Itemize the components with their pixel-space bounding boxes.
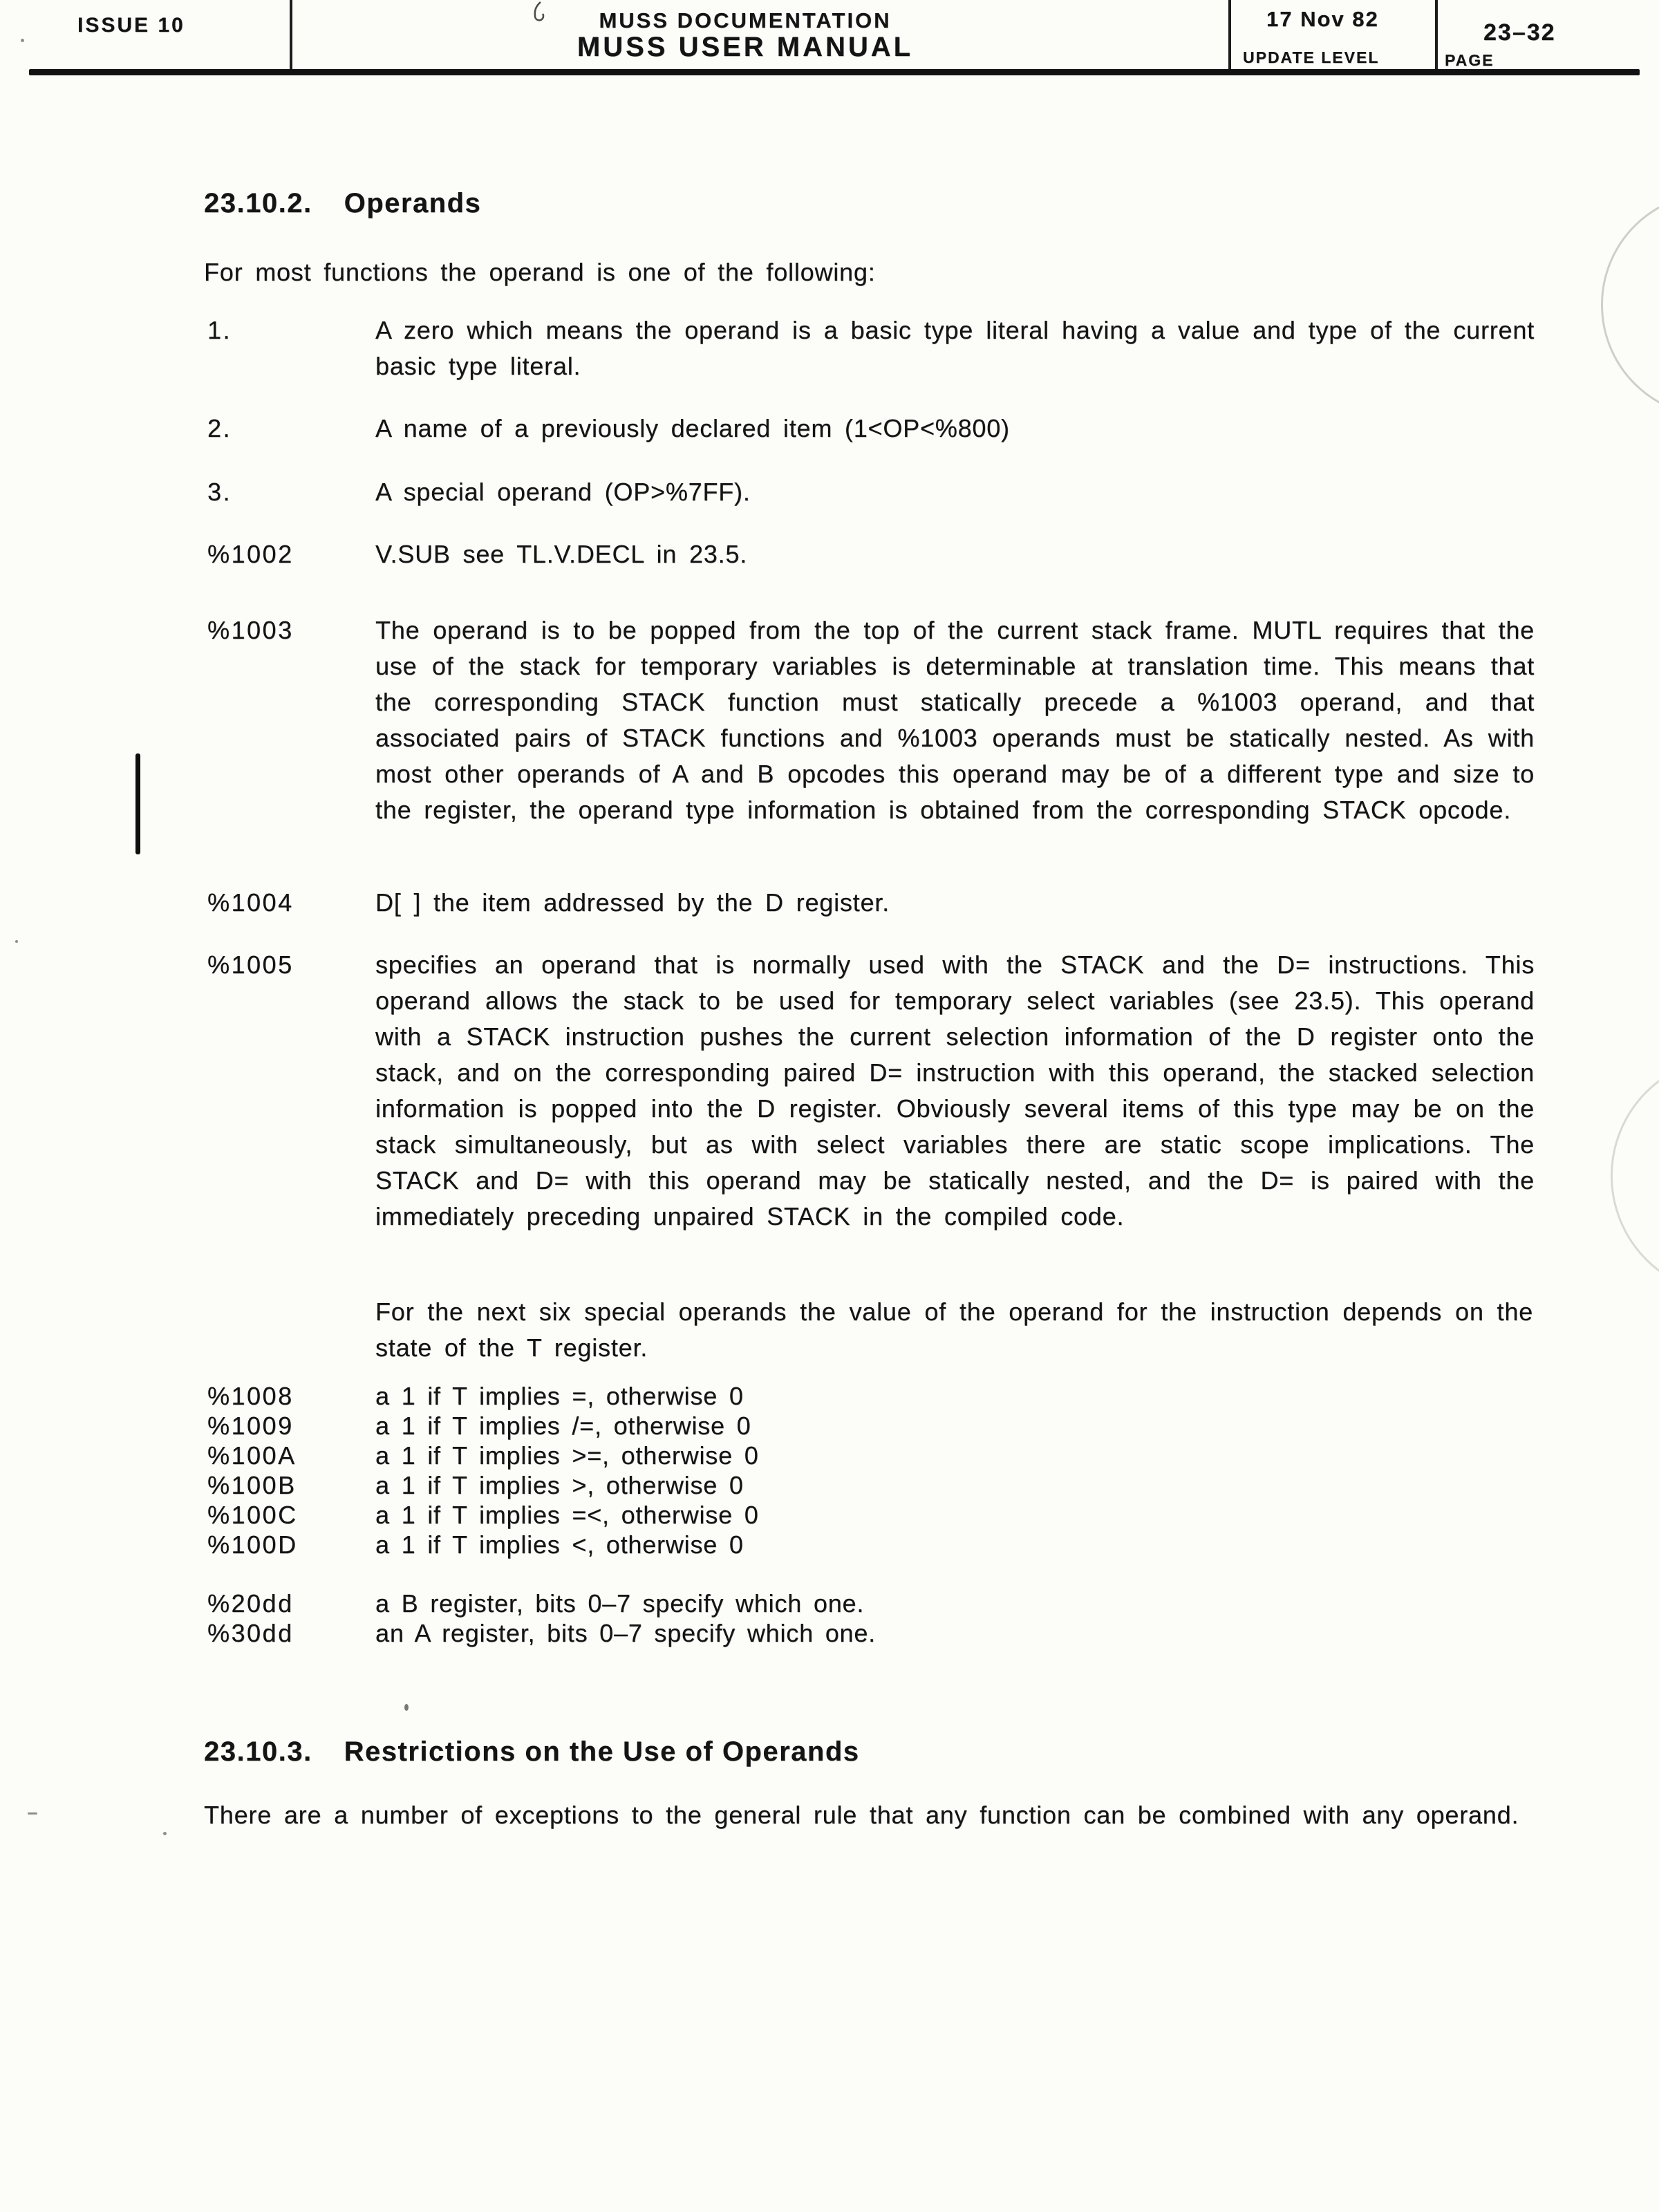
page-number: 23–32 — [1483, 19, 1556, 46]
item-text: A special operand (OP>%7FF). — [375, 478, 751, 506]
list-item — [207, 885, 1535, 921]
update-level-label: UPDATE LEVEL — [1243, 48, 1380, 66]
t-operand-row — [207, 1470, 1535, 1500]
item-label: 1. — [207, 316, 232, 344]
scan-arc-mark — [1601, 192, 1659, 418]
list-item — [207, 947, 1535, 1235]
header-divider — [1435, 0, 1438, 70]
t-operand-row — [207, 1381, 1535, 1411]
item-label: %1008 — [207, 1382, 294, 1410]
item-text: a 1 if T implies <, otherwise 0 — [375, 1530, 744, 1559]
item-label: %100D — [207, 1530, 298, 1559]
issue-label: ISSUE 10 — [77, 14, 185, 37]
list-item — [207, 536, 1535, 572]
item-text: V.SUB see TL.V.DECL in 23.5. — [375, 540, 748, 568]
item-text: A zero which means the operand is a basic type literal having a value and type of the current basic type literal. — [375, 316, 1535, 380]
section-heading-restrictions — [204, 1736, 860, 1768]
register-operand-row — [207, 1588, 1535, 1618]
update-date: 17 Nov 82 — [1266, 7, 1379, 31]
item-label: %30dd — [207, 1619, 294, 1647]
scan-speck — [404, 1704, 409, 1711]
scan-speck — [15, 940, 18, 943]
section-title: Restrictions on the Use of Operands — [344, 1736, 860, 1767]
item-label: 3. — [207, 478, 232, 506]
item-label: %100B — [207, 1471, 297, 1499]
doc-title-line2: MUSS USER MANUAL — [577, 32, 914, 62]
item-label: %1003 — [207, 616, 294, 644]
section-title: Operands — [344, 188, 482, 218]
item-label: %20dd — [207, 1589, 294, 1618]
register-operand-row — [207, 1618, 1535, 1648]
item-text: an A register, bits 0–7 specify which one. — [375, 1619, 876, 1647]
item-text: a 1 if T implies /=, otherwise 0 — [375, 1412, 751, 1440]
item-text: specifies an operand that is normally used with the STACK and the D= instructions. This operand allows the stack to be used for temporary select variables (see 23.5). This operand with a STACK instruction pushes the current selection information of the D register onto the stack, and on the corresponding paired D= instruction with this operand, the stacked selection information is popped into the D register. Obviously several items of this type may be on the stack simultaneously, but as with select variables there are static scope implications. The STACK and D= with this operand may be statically nested, and the D= is paired with the immediately preceding unpaired STACK in the compiled code. — [375, 950, 1535, 1230]
item-label: 2. — [207, 414, 232, 442]
section-number: 23.10.2. — [204, 188, 312, 218]
pen-mark — [531, 0, 546, 24]
doc-title-line1: MUSS DOCUMENTATION — [599, 8, 892, 32]
section-intro: For most functions the operand is one of the following: — [204, 258, 876, 286]
item-text: A name of a previously declared item (1<OP<%800) — [375, 414, 1010, 442]
section-heading-operands — [204, 188, 481, 219]
list-item — [207, 612, 1535, 828]
revision-bar — [135, 753, 140, 854]
item-text: a 1 if T implies =<, otherwise 0 — [375, 1501, 759, 1529]
list-item — [207, 312, 1535, 384]
item-text: a 1 if T implies >, otherwise 0 — [375, 1471, 744, 1499]
header-divider — [290, 0, 292, 70]
page-label: PAGE — [1445, 51, 1494, 69]
t-operand-row — [207, 1411, 1535, 1441]
list-item — [207, 411, 1535, 447]
scan-arc-mark — [1611, 1056, 1659, 1295]
t-operand-row — [207, 1441, 1535, 1470]
t-operand-row — [207, 1500, 1535, 1530]
item-text: a 1 if T implies =, otherwise 0 — [375, 1382, 744, 1410]
t-operand-row — [207, 1530, 1535, 1559]
item-label: %1009 — [207, 1412, 294, 1440]
scan-speck — [21, 39, 24, 42]
scan-speck — [28, 1812, 37, 1815]
restrictions-body: There are a number of exceptions to the general rule that any function can be combined with any operand. — [204, 1801, 1519, 1829]
item-text: The operand is to be popped from the top of the current stack frame. MUTL requires that the use of the stack for temporary variables is determinable at translation time. This means that the corresponding STACK function must statically precede a %1003 operand, and that associated pairs of STACK functions and %1003 operands must be statically nested. As with most other operands of A and B opcodes this operand may be of a different type and size to the register, the operand type information is obtained from the corresponding STACK opcode. — [375, 616, 1535, 824]
section-number: 23.10.3. — [204, 1736, 312, 1767]
item-text: a B register, bits 0–7 specify which one. — [375, 1589, 865, 1618]
item-label: %100A — [207, 1441, 297, 1470]
header-rule — [29, 69, 1640, 75]
t-register-note: For the next six special operands the value of the operand for the instruction depends on the state of the T register. — [375, 1297, 1533, 1362]
list-item — [207, 474, 1535, 510]
item-label: %1002 — [207, 540, 294, 568]
item-label: %100C — [207, 1501, 298, 1529]
item-label: %1005 — [207, 950, 294, 979]
item-text: a 1 if T implies >=, otherwise 0 — [375, 1441, 759, 1470]
item-label: %1004 — [207, 888, 294, 917]
scan-speck — [163, 1832, 167, 1835]
header-divider — [1228, 0, 1231, 70]
item-text: D[ ] the item addressed by the D register. — [375, 888, 890, 917]
